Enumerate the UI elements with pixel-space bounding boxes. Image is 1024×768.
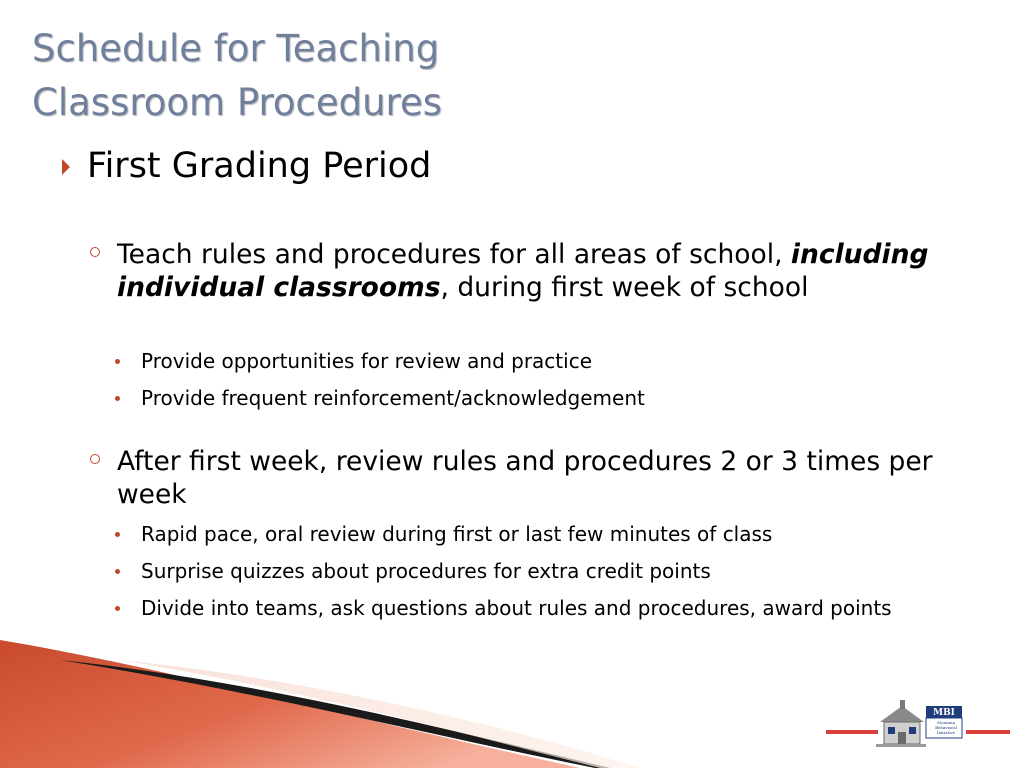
list-item-text: Divide into teams, ask questions about rules and procedures, award points: [141, 596, 892, 620]
dot-bullet-icon: [115, 396, 120, 401]
logo-name-line-2: Behavioral: [935, 725, 957, 730]
logo-name-line-3: Initiative: [936, 730, 956, 735]
triangle-bullet-icon: [62, 159, 70, 175]
dot-bullet-icon: [115, 359, 120, 364]
circle-bullet-icon: [90, 454, 100, 464]
list-item-text: Surprise quizzes about procedures for extra credit points: [141, 559, 711, 583]
list-item-text: Provide frequent reinforcement/acknowledgement: [141, 386, 645, 410]
slide-title-line-2: Classroom Procedures: [32, 81, 442, 124]
item-text-end: , during first week of school: [440, 272, 809, 303]
list-item-text: Rapid pace, oral review during first or last few minutes of class: [141, 522, 773, 546]
mbi-logo: [826, 700, 1010, 750]
first-grading-period-heading: [62, 140, 431, 192]
dot-bullet-icon: [115, 532, 120, 537]
slide-title: [32, 22, 442, 130]
circle-bullet-icon: [90, 247, 100, 257]
first-grading-period-label: First Grading Period: [87, 146, 432, 186]
logo-abbreviation: MBI: [933, 708, 955, 718]
item-text-start: Teach rules and procedures for all areas of school,: [117, 239, 791, 270]
item-text: After first week, review rules and procedures 2 or 3 times per week: [117, 446, 933, 510]
logo-name: [928, 720, 964, 735]
dot-bullet-icon: [115, 569, 120, 574]
list-item-text: Provide opportunities for review and practice: [141, 349, 593, 373]
item-emphasis-text: including individual classrooms: [117, 239, 929, 303]
schoolhouse-icon: [826, 700, 1010, 750]
dot-bullet-icon: [115, 606, 120, 611]
logo-name-line-1: Montana: [936, 720, 956, 725]
slide-title-line-1: Schedule for Teaching: [32, 27, 440, 70]
